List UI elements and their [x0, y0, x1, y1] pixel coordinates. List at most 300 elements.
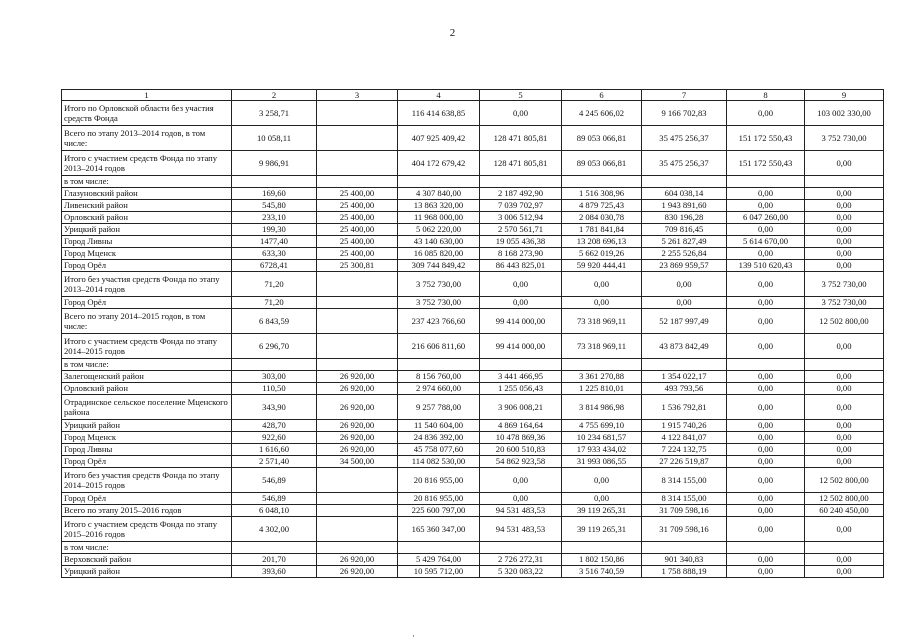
value-cell: 1 516 308,96: [562, 188, 642, 200]
table-row: [62, 493, 884, 505]
value-cell: 1 255 056,43: [480, 383, 562, 395]
value-cell: 13 863 320,00: [398, 200, 480, 212]
value-cell: 0,00: [727, 248, 805, 260]
value-cell: 0,00: [727, 444, 805, 456]
value-cell: 114 082 530,00: [398, 456, 480, 468]
value-cell: 3 752 730,00: [805, 272, 884, 297]
value-cell: 4 122 841,07: [642, 432, 727, 444]
value-cell: 20 600 510,83: [480, 444, 562, 456]
page-number: 2: [449, 27, 456, 39]
row-label-cell: Итого без участия средств Фонда по этапу 2014–2015 годов: [62, 468, 232, 493]
table-row: [62, 309, 884, 334]
value-cell: 393,60: [232, 566, 317, 578]
value-cell: 2 255 526,84: [642, 248, 727, 260]
value-cell: [480, 176, 562, 188]
value-cell: [232, 542, 317, 554]
value-cell: [398, 176, 480, 188]
value-cell: 0,00: [727, 188, 805, 200]
value-cell: 2 571,40: [232, 456, 317, 468]
value-cell: 26 920,00: [317, 383, 398, 395]
row-label-cell: Город Мценск: [62, 432, 232, 444]
row-label-cell: Всего по этапу 2014–2015 годов, в том числе:: [62, 309, 232, 334]
value-cell: 0,00: [642, 297, 727, 309]
value-cell: 45 758 077,60: [398, 444, 480, 456]
value-cell: 0,00: [480, 101, 562, 126]
value-cell: 5 662 019,26: [562, 248, 642, 260]
value-cell: 35 475 256,37: [642, 126, 727, 151]
value-cell: 1 354 022,17: [642, 371, 727, 383]
value-cell: 0,00: [805, 517, 884, 542]
value-cell: 1 536 792,81: [642, 395, 727, 420]
value-cell: 0,00: [805, 383, 884, 395]
value-cell: 26 920,00: [317, 554, 398, 566]
value-cell: 0,00: [562, 468, 642, 493]
table-row: [62, 188, 884, 200]
value-cell: 343,90: [232, 395, 317, 420]
value-cell: 0,00: [480, 272, 562, 297]
value-cell: 12 502 800,00: [805, 493, 884, 505]
value-cell: 9 257 788,00: [398, 395, 480, 420]
value-cell: 20 816 955,00: [398, 468, 480, 493]
value-cell: 3 814 986,98: [562, 395, 642, 420]
value-cell: 54 862 923,58: [480, 456, 562, 468]
value-cell: 0,00: [727, 334, 805, 359]
header-cell: 7: [642, 90, 727, 101]
row-label-cell: Город Орёл: [62, 456, 232, 468]
row-label-cell: Глазуновский район: [62, 188, 232, 200]
value-cell: 99 414 000,00: [480, 334, 562, 359]
value-cell: 303,00: [232, 371, 317, 383]
value-cell: 128 471 805,81: [480, 151, 562, 176]
table-row: [62, 151, 884, 176]
value-cell: 26 920,00: [317, 432, 398, 444]
value-cell: 4 869 164,64: [480, 420, 562, 432]
value-cell: 1 758 888,19: [642, 566, 727, 578]
value-cell: [317, 176, 398, 188]
value-cell: 0,00: [727, 383, 805, 395]
value-cell: 0,00: [727, 101, 805, 126]
value-cell: 3 752 730,00: [398, 297, 480, 309]
value-cell: 407 925 409,42: [398, 126, 480, 151]
value-cell: 0,00: [727, 456, 805, 468]
value-cell: 26 920,00: [317, 444, 398, 456]
value-cell: 830 196,28: [642, 212, 727, 224]
value-cell: 0,00: [805, 566, 884, 578]
value-cell: 0,00: [727, 566, 805, 578]
value-cell: 0,00: [727, 517, 805, 542]
value-cell: 94 531 483,53: [480, 517, 562, 542]
value-cell: 493 793,56: [642, 383, 727, 395]
value-cell: 0,00: [805, 200, 884, 212]
value-cell: 23 869 959,57: [642, 260, 727, 272]
value-cell: 404 172 679,42: [398, 151, 480, 176]
value-cell: [727, 542, 805, 554]
value-cell: 0,00: [727, 371, 805, 383]
value-cell: 9 166 702,83: [642, 101, 727, 126]
value-cell: 0,00: [727, 224, 805, 236]
value-cell: [642, 176, 727, 188]
value-cell: 0,00: [727, 468, 805, 493]
value-cell: 4 307 840,00: [398, 188, 480, 200]
value-cell: 1 943 891,60: [642, 200, 727, 212]
value-cell: 25 400,00: [317, 200, 398, 212]
value-cell: 5 320 083,22: [480, 566, 562, 578]
value-cell: 0,00: [727, 395, 805, 420]
value-cell: 225 600 797,00: [398, 505, 480, 517]
row-label-cell: Город Ливны: [62, 236, 232, 248]
value-cell: 0,00: [805, 444, 884, 456]
value-cell: 0,00: [805, 432, 884, 444]
table-row: [62, 297, 884, 309]
table-row: [62, 236, 884, 248]
row-label-cell: Всего по этапу 2013–2014 годов, в том числе:: [62, 126, 232, 151]
value-cell: 2 726 272,31: [480, 554, 562, 566]
value-cell: [805, 542, 884, 554]
value-cell: 309 744 849,42: [398, 260, 480, 272]
row-label-cell: Итого с участием средств Фонда по этапу 2014–2015 годов: [62, 334, 232, 359]
table-row: [62, 212, 884, 224]
value-cell: 39 119 265,31: [562, 517, 642, 542]
value-cell: 10 058,11: [232, 126, 317, 151]
table-row: [62, 566, 884, 578]
value-cell: 3 752 730,00: [805, 297, 884, 309]
table-row: [62, 248, 884, 260]
value-cell: 0,00: [562, 272, 642, 297]
value-cell: 3 516 740,59: [562, 566, 642, 578]
value-cell: 13 208 696,13: [562, 236, 642, 248]
value-cell: 31 709 598,16: [642, 505, 727, 517]
value-cell: 20 816 955,00: [398, 493, 480, 505]
table-row: [62, 505, 884, 517]
row-label-cell: в том числе:: [62, 359, 232, 371]
table-row: [62, 126, 884, 151]
value-cell: 8 156 760,00: [398, 371, 480, 383]
value-cell: 89 053 066,81: [562, 126, 642, 151]
row-label-cell: Город Орёл: [62, 297, 232, 309]
value-cell: 39 119 265,31: [562, 505, 642, 517]
row-label-cell: Итого без участия средств Фонда по этапу 2013–2014 годов: [62, 272, 232, 297]
value-cell: 43 873 842,49: [642, 334, 727, 359]
row-label-cell: Итого по Орловской области без участия средств Фонда: [62, 101, 232, 126]
value-cell: [317, 505, 398, 517]
row-label-cell: Итого с участием средств Фонда по этапу 2013–2014 годов: [62, 151, 232, 176]
value-cell: 1 225 810,01: [562, 383, 642, 395]
table-row: [62, 101, 884, 126]
value-cell: 0,00: [805, 236, 884, 248]
value-cell: 4 302,00: [232, 517, 317, 542]
value-cell: 5 614 670,00: [727, 236, 805, 248]
row-label-cell: Город Орёл: [62, 493, 232, 505]
value-cell: 0,00: [805, 395, 884, 420]
value-cell: 116 414 638,85: [398, 101, 480, 126]
value-cell: [317, 542, 398, 554]
value-cell: 6 296,70: [232, 334, 317, 359]
value-cell: 3 752 730,00: [398, 272, 480, 297]
row-label-cell: Урицкий район: [62, 420, 232, 432]
value-cell: 17 933 434,02: [562, 444, 642, 456]
value-cell: 24 836 392,00: [398, 432, 480, 444]
value-cell: 1477,40: [232, 236, 317, 248]
value-cell: 7 224 132,75: [642, 444, 727, 456]
header-cell: 5: [480, 90, 562, 101]
value-cell: 0,00: [805, 151, 884, 176]
value-cell: 0,00: [480, 493, 562, 505]
value-cell: [398, 359, 480, 371]
row-label-cell: Урицкий район: [62, 566, 232, 578]
value-cell: 6 047 260,00: [727, 212, 805, 224]
value-cell: 11 968 000,00: [398, 212, 480, 224]
value-cell: [232, 359, 317, 371]
value-cell: 0,00: [805, 212, 884, 224]
value-cell: 604 038,14: [642, 188, 727, 200]
value-cell: 7 039 702,97: [480, 200, 562, 212]
value-cell: 546,89: [232, 468, 317, 493]
row-label-cell: Верховский район: [62, 554, 232, 566]
value-cell: 73 318 969,11: [562, 334, 642, 359]
value-cell: 0,00: [727, 493, 805, 505]
value-cell: 8 168 273,90: [480, 248, 562, 260]
value-cell: 1 781 841,84: [562, 224, 642, 236]
value-cell: [317, 309, 398, 334]
row-label-cell: Город Ливны: [62, 444, 232, 456]
table-row: [62, 432, 884, 444]
row-label-cell: Орловский район: [62, 383, 232, 395]
value-cell: 35 475 256,37: [642, 151, 727, 176]
value-cell: 25 400,00: [317, 248, 398, 260]
value-cell: 10 234 681,57: [562, 432, 642, 444]
table-row: [62, 200, 884, 212]
table-row: [62, 359, 884, 371]
value-cell: 8 314 155,00: [642, 493, 727, 505]
value-cell: 6728,41: [232, 260, 317, 272]
table-row: [62, 554, 884, 566]
value-cell: 26 920,00: [317, 395, 398, 420]
value-cell: 0,00: [727, 420, 805, 432]
header-cell: 1: [62, 90, 232, 101]
table-row: [62, 176, 884, 188]
value-cell: [398, 542, 480, 554]
value-cell: 8 314 155,00: [642, 468, 727, 493]
value-cell: 0,00: [642, 272, 727, 297]
value-cell: [317, 493, 398, 505]
value-cell: 12 502 800,00: [805, 468, 884, 493]
header-cell: 8: [727, 90, 805, 101]
value-cell: 901 340,83: [642, 554, 727, 566]
value-cell: [480, 359, 562, 371]
value-cell: 5 261 827,49: [642, 236, 727, 248]
value-cell: 0,00: [805, 456, 884, 468]
row-label-cell: Урицкий район: [62, 224, 232, 236]
row-label-cell: в том числе:: [62, 176, 232, 188]
value-cell: [232, 176, 317, 188]
value-cell: [317, 101, 398, 126]
value-cell: 0,00: [805, 260, 884, 272]
value-cell: 0,00: [727, 505, 805, 517]
value-cell: 110,50: [232, 383, 317, 395]
value-cell: 4 755 699,10: [562, 420, 642, 432]
value-cell: 27 226 519,87: [642, 456, 727, 468]
value-cell: 3 752 730,00: [805, 126, 884, 151]
value-cell: 25 400,00: [317, 236, 398, 248]
value-cell: 169,60: [232, 188, 317, 200]
value-cell: [727, 359, 805, 371]
row-label-cell: Орловский район: [62, 212, 232, 224]
value-cell: 0,00: [480, 468, 562, 493]
value-cell: 1 616,60: [232, 444, 317, 456]
value-cell: 151 172 550,43: [727, 126, 805, 151]
value-cell: 0,00: [805, 188, 884, 200]
value-cell: 6 048,10: [232, 505, 317, 517]
value-cell: 25 400,00: [317, 188, 398, 200]
value-cell: 633,30: [232, 248, 317, 260]
value-cell: 43 140 630,00: [398, 236, 480, 248]
value-cell: 199,30: [232, 224, 317, 236]
value-cell: 73 318 969,11: [562, 309, 642, 334]
table-row: [62, 468, 884, 493]
value-cell: 60 240 450,00: [805, 505, 884, 517]
value-cell: 1 802 150,86: [562, 554, 642, 566]
value-cell: 26 920,00: [317, 566, 398, 578]
header-cell: 9: [805, 90, 884, 101]
value-cell: 0,00: [727, 432, 805, 444]
value-cell: [727, 176, 805, 188]
data-table: [61, 89, 884, 578]
value-cell: 26 920,00: [317, 420, 398, 432]
table-row: [62, 383, 884, 395]
row-label-cell: Город Орёл: [62, 260, 232, 272]
value-cell: 546,89: [232, 493, 317, 505]
row-label-cell: Отрадинское сельское поселение Мценского района: [62, 395, 232, 420]
value-cell: 99 414 000,00: [480, 309, 562, 334]
value-cell: 25 400,00: [317, 212, 398, 224]
header-cell: 4: [398, 90, 480, 101]
row-label-cell: Ливенский район: [62, 200, 232, 212]
value-cell: 3 006 512,94: [480, 212, 562, 224]
value-cell: [317, 517, 398, 542]
value-cell: 71,20: [232, 297, 317, 309]
value-cell: 0,00: [805, 248, 884, 260]
value-cell: 5 062 220,00: [398, 224, 480, 236]
value-cell: 0,00: [562, 297, 642, 309]
value-cell: 3 906 008,21: [480, 395, 562, 420]
value-cell: [642, 359, 727, 371]
value-cell: 201,70: [232, 554, 317, 566]
value-cell: 89 053 066,81: [562, 151, 642, 176]
value-cell: 216 606 811,60: [398, 334, 480, 359]
value-cell: 922,60: [232, 432, 317, 444]
row-label-cell: Залегощенский район: [62, 371, 232, 383]
row-label-cell: Итого с участием средств Фонда по этапу 2015–2016 годов: [62, 517, 232, 542]
value-cell: 0,00: [727, 297, 805, 309]
value-cell: 4 879 725,43: [562, 200, 642, 212]
value-cell: [805, 359, 884, 371]
header-cell: 6: [562, 90, 642, 101]
value-cell: [562, 359, 642, 371]
value-cell: 233,10: [232, 212, 317, 224]
value-cell: 19 055 436,38: [480, 236, 562, 248]
value-cell: [805, 176, 884, 188]
value-cell: 128 471 805,81: [480, 126, 562, 151]
value-cell: 59 920 444,41: [562, 260, 642, 272]
value-cell: 103 002 330,00: [805, 101, 884, 126]
value-cell: 1 915 740,26: [642, 420, 727, 432]
table-row: [62, 542, 884, 554]
value-cell: 2 570 561,71: [480, 224, 562, 236]
value-cell: 31 993 086,55: [562, 456, 642, 468]
value-cell: [317, 126, 398, 151]
value-cell: 11 540 604,00: [398, 420, 480, 432]
value-cell: 10 595 712,00: [398, 566, 480, 578]
value-cell: 86 443 825,01: [480, 260, 562, 272]
value-cell: 3 441 466,95: [480, 371, 562, 383]
table-row: [62, 272, 884, 297]
value-cell: 25 300,81: [317, 260, 398, 272]
table-header-row: [62, 90, 884, 101]
value-cell: 0,00: [727, 272, 805, 297]
value-cell: 94 531 483,53: [480, 505, 562, 517]
value-cell: 709 816,45: [642, 224, 727, 236]
value-cell: 6 843,59: [232, 309, 317, 334]
value-cell: 4 245 606,02: [562, 101, 642, 126]
row-label-cell: Город Мценск: [62, 248, 232, 260]
value-cell: 0,00: [805, 371, 884, 383]
row-label-cell: Всего по этапу 2015–2016 годов: [62, 505, 232, 517]
value-cell: 0,00: [805, 334, 884, 359]
value-cell: 25 400,00: [317, 224, 398, 236]
value-cell: 0,00: [805, 420, 884, 432]
value-cell: 165 360 347,00: [398, 517, 480, 542]
value-cell: 0,00: [480, 297, 562, 309]
value-cell: [480, 542, 562, 554]
value-cell: 2 974 660,00: [398, 383, 480, 395]
value-cell: 5 429 764,00: [398, 554, 480, 566]
value-cell: [317, 151, 398, 176]
value-cell: [562, 176, 642, 188]
value-cell: 0,00: [727, 554, 805, 566]
value-cell: 2 084 030,78: [562, 212, 642, 224]
value-cell: 34 500,00: [317, 456, 398, 468]
value-cell: [317, 468, 398, 493]
value-cell: 26 920,00: [317, 371, 398, 383]
value-cell: [317, 297, 398, 309]
table-row: [62, 395, 884, 420]
value-cell: [317, 359, 398, 371]
value-cell: 10 478 869,36: [480, 432, 562, 444]
value-cell: 71,20: [232, 272, 317, 297]
row-label-cell: в том числе:: [62, 542, 232, 554]
table-row: [62, 517, 884, 542]
value-cell: 31 709 598,16: [642, 517, 727, 542]
value-cell: 3 361 270,88: [562, 371, 642, 383]
value-cell: 2 187 492,90: [480, 188, 562, 200]
value-cell: 12 502 800,00: [805, 309, 884, 334]
table-row: [62, 334, 884, 359]
value-cell: 3 258,71: [232, 101, 317, 126]
table-row: [62, 224, 884, 236]
value-cell: 0,00: [805, 554, 884, 566]
value-cell: 139 510 620,43: [727, 260, 805, 272]
value-cell: [317, 272, 398, 297]
value-cell: 545,80: [232, 200, 317, 212]
value-cell: 0,00: [727, 309, 805, 334]
header-cell: 3: [317, 90, 398, 101]
table-row: [62, 420, 884, 432]
value-cell: 151 172 550,43: [727, 151, 805, 176]
header-cell: 2: [232, 90, 317, 101]
table-row: [62, 456, 884, 468]
value-cell: 0,00: [727, 200, 805, 212]
value-cell: 0,00: [562, 493, 642, 505]
